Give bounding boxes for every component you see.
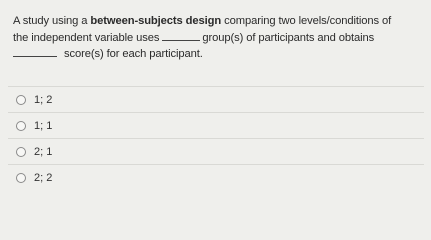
answer-blank-1 bbox=[162, 31, 200, 41]
radio-button-icon[interactable] bbox=[16, 147, 26, 157]
question-text-part: the independent variable uses bbox=[13, 31, 160, 44]
question-text-part: A study using a bbox=[13, 15, 91, 27]
option-label: 2; 1 bbox=[34, 145, 53, 158]
answer-options bbox=[0, 86, 431, 190]
option-label: 1; 2 bbox=[34, 93, 53, 106]
option-1[interactable] bbox=[0, 87, 431, 112]
radio-button-icon[interactable] bbox=[16, 95, 26, 105]
radio-button-icon[interactable] bbox=[16, 121, 26, 131]
option-3[interactable] bbox=[0, 139, 431, 164]
question-emphasis: between-subjects design bbox=[90, 15, 222, 27]
question-line-2 bbox=[13, 30, 429, 47]
question-line-3 bbox=[13, 46, 429, 63]
question-line-1 bbox=[13, 13, 429, 30]
question-text-part: score(s) for each participant. bbox=[64, 48, 203, 60]
option-label: 2; 2 bbox=[34, 171, 53, 184]
question-text bbox=[13, 13, 429, 63]
option-label: 1; 1 bbox=[34, 119, 53, 132]
question-text-part: group(s) of participants and obtains bbox=[202, 31, 375, 44]
question-text-part: comparing two levels/conditions of bbox=[221, 15, 392, 27]
option-2[interactable] bbox=[0, 113, 431, 138]
radio-button-icon[interactable] bbox=[16, 173, 26, 183]
answer-blank-2 bbox=[13, 47, 57, 57]
option-4[interactable] bbox=[0, 165, 431, 190]
